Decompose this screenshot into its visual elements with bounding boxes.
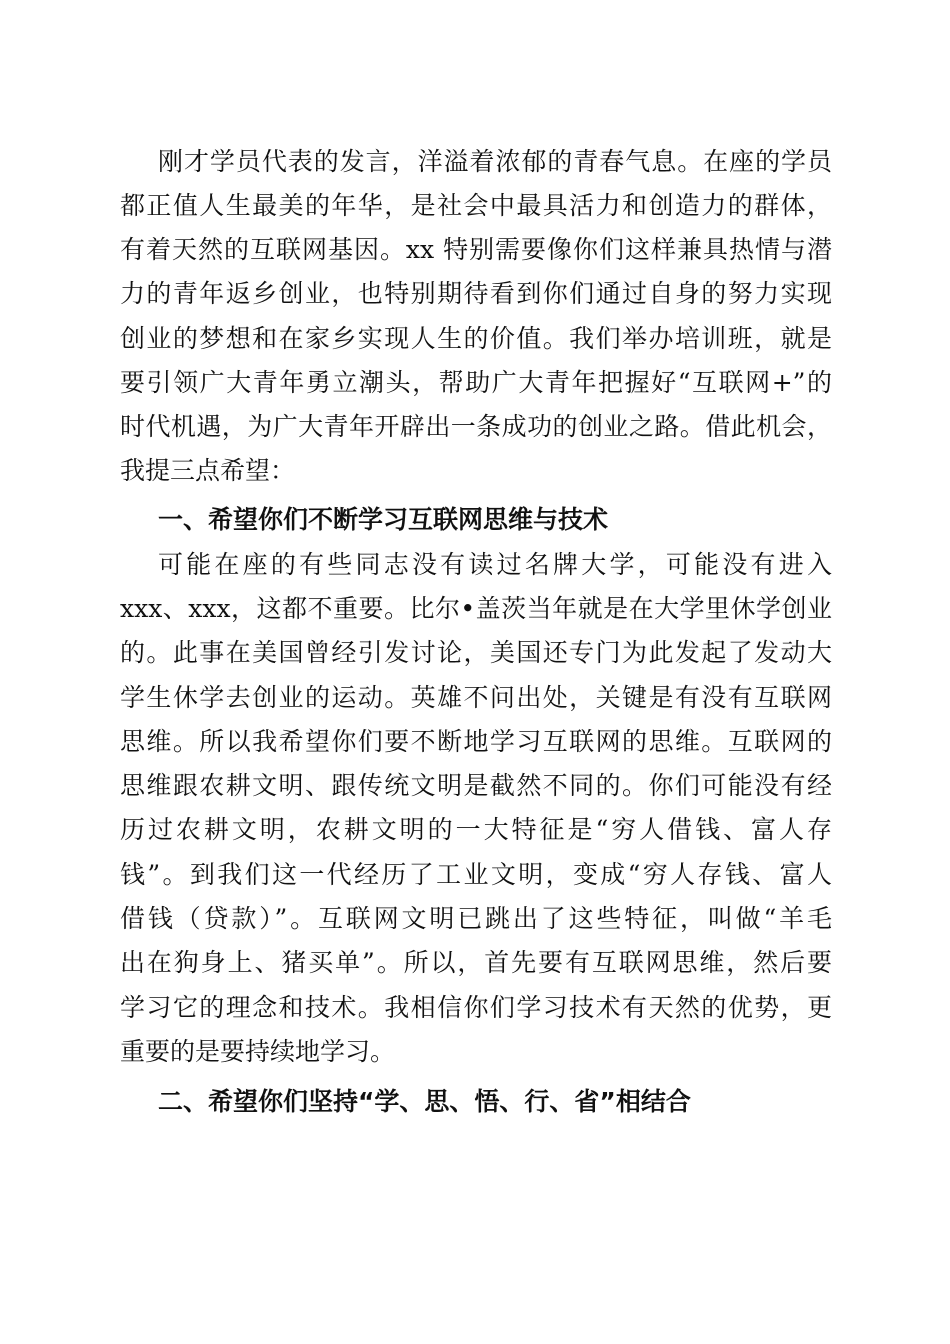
paragraph-1-line-6: 要引领广大青年勇立潮头，帮助广大青年把握好“互联网+”的 bbox=[120, 368, 832, 397]
paragraph-2-line-4: 学生休学去创业的运动。英雄不问出处，关键是有没有互联网 bbox=[120, 683, 832, 712]
section-heading-2: 二、希望你们坚持“学、思、悟、行、省”相结合 bbox=[158, 1087, 691, 1116]
paragraph-2-line-7: 历过农耕文明，农耕文明的一大特征是“穷人借钱、富人存 bbox=[120, 815, 832, 844]
paragraph-1-line-3: 有着天然的互联网基因。xx 特别需要像你们这样兼具热情与潜 bbox=[120, 235, 832, 264]
paragraph-2-line-9: 借钱（贷款）”。互联网文明已跳出了这些特征，叫做“羊毛 bbox=[120, 904, 832, 933]
paragraph-1-line-8: 我提三点希望： bbox=[120, 456, 296, 485]
paragraph-2-line-2: xxx、xxx，这都不重要。比尔•盖茨当年就是在大学里休学创业 bbox=[120, 594, 832, 623]
paragraph-1-line-1: 刚才学员代表的发言，洋溢着浓郁的青春气息。在座的学员 bbox=[158, 147, 832, 176]
paragraph-1-line-2: 都正值人生最美的年华，是社会中最具活力和创造力的群体， bbox=[120, 191, 832, 220]
paragraph-2-line-10: 出在狗身上、猪买单”。所以，首先要有互联网思维，然后要 bbox=[120, 948, 832, 977]
paragraph-2-line-12: 重要的是要持续地学习。 bbox=[120, 1037, 396, 1066]
paragraph-2-line-5: 思维。所以我希望你们要不断地学习互联网的思维。互联网的 bbox=[120, 727, 832, 756]
paragraph-1-line-5: 创业的梦想和在家乡实现人生的价值。我们举办培训班，就是 bbox=[120, 324, 832, 353]
paragraph-2-line-8: 钱”。到我们这一代经历了工业文明，变成“穷人存钱、富人 bbox=[120, 860, 832, 889]
paragraph-2-line-6: 思维跟农耕文明、跟传统文明是截然不同的。你们可能没有经 bbox=[120, 771, 832, 800]
paragraph-2-line-11: 学习它的理念和技术。我相信你们学习技术有天然的优势，更 bbox=[120, 993, 832, 1022]
paragraph-2-line-1: 可能在座的有些同志没有读过名牌大学，可能没有进入 bbox=[158, 550, 832, 579]
paragraph-1-line-7: 时代机遇，为广大青年开辟出一条成功的创业之路。借此机会， bbox=[120, 412, 832, 441]
section-heading-1: 一、希望你们不断学习互联网思维与技术 bbox=[158, 505, 609, 534]
paragraph-1-line-4: 力的青年返乡创业，也特别期待看到你们通过自身的努力实现 bbox=[120, 279, 832, 308]
paragraph-2-line-3: 的。此事在美国曾经引发讨论，美国还专门为此发起了发动大 bbox=[120, 638, 832, 667]
